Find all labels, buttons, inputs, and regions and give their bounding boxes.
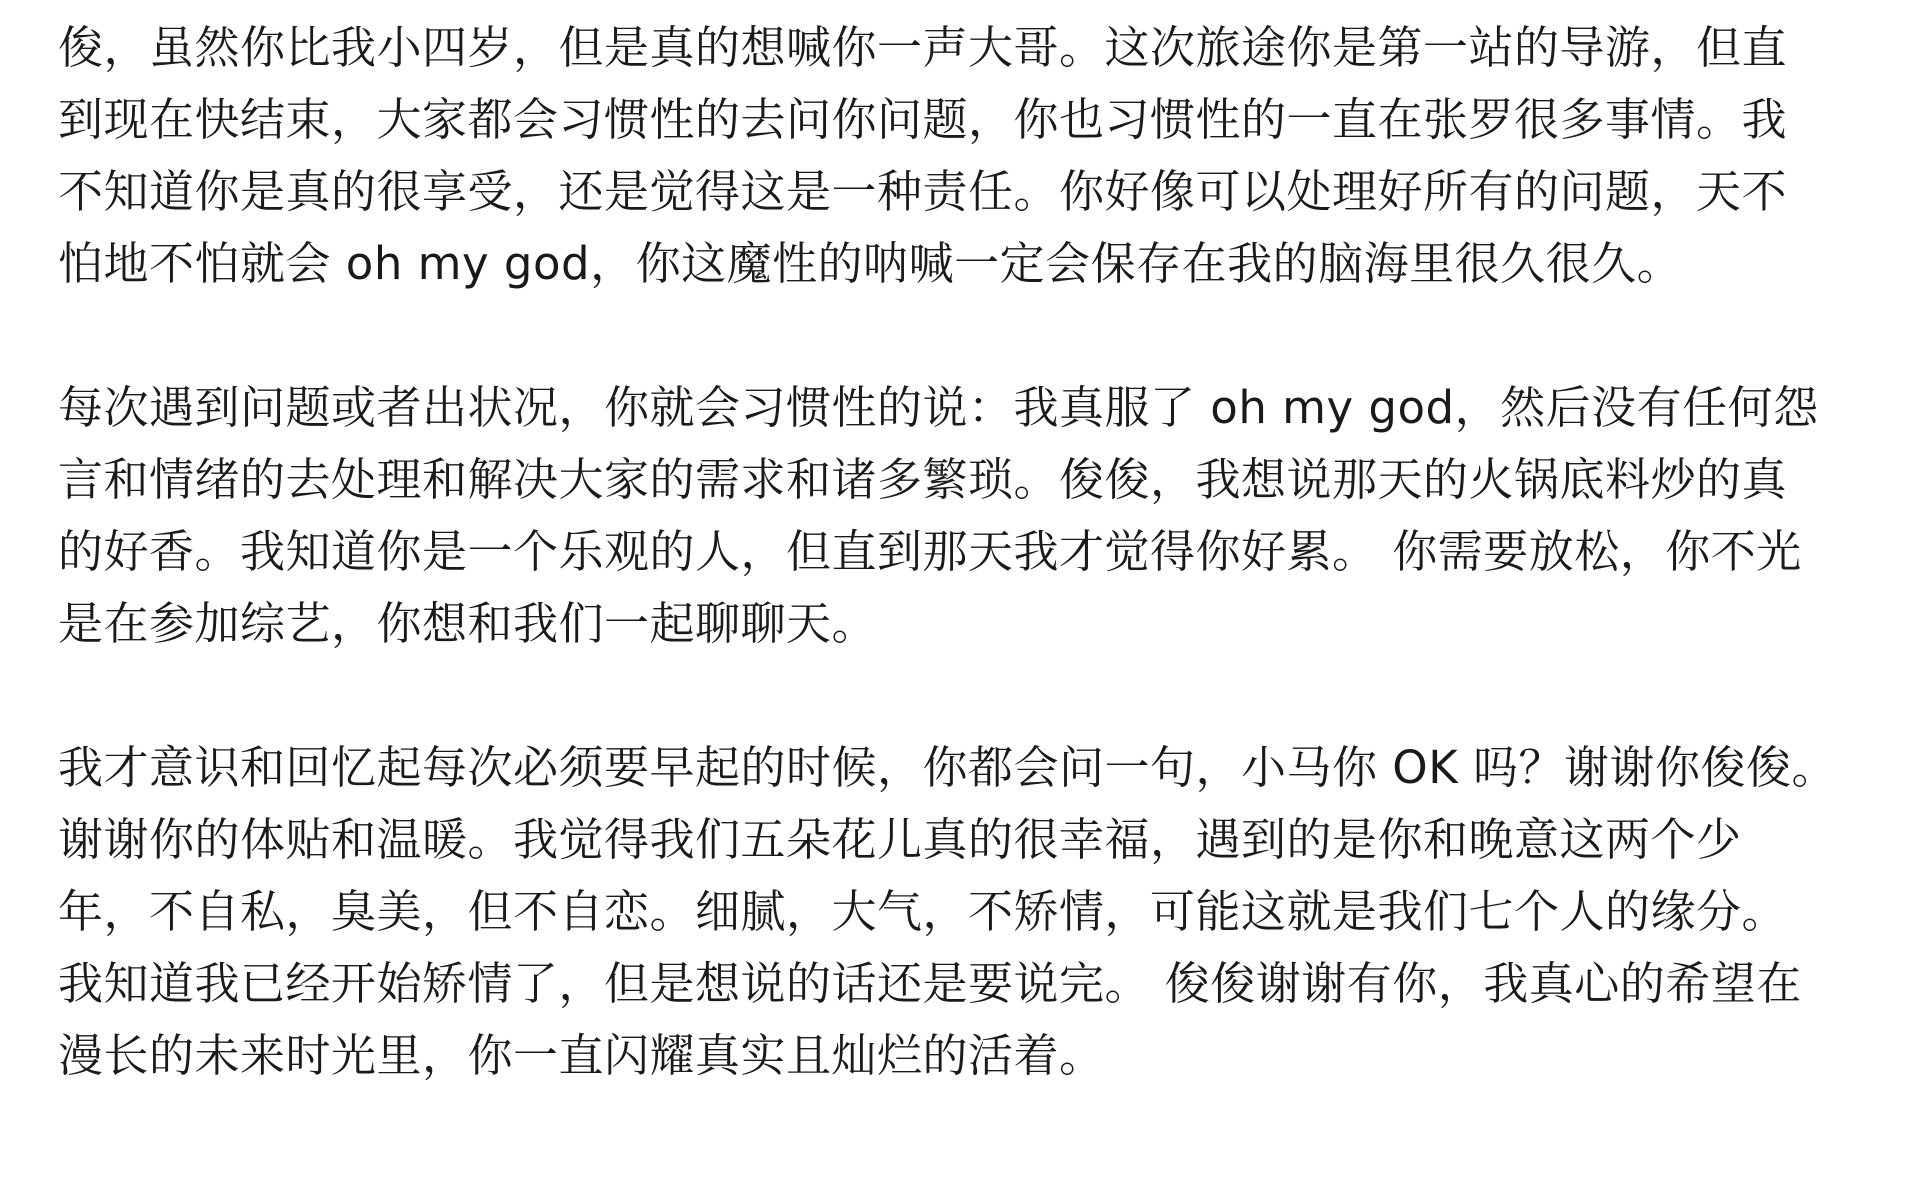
text-line: 我知道我已经开始矫情了，但是想说的话还是要说完。 俊俊谢谢有你，我真心的希望在 <box>58 957 1802 1010</box>
paragraph-2 <box>58 372 1858 660</box>
text-line: 是在参加综艺，你想和我们一起聊聊天。 <box>58 597 878 650</box>
text-line: 年，不自私，臭美，但不自恋。细腻，大气，不矫情，可能这就是我们七个人的缘分。 <box>58 885 1788 938</box>
text-line: 俊，虽然你比我小四岁，但是真的想喊你一声大哥。这次旅途你是第一站的导游，但直 <box>58 21 1788 74</box>
text-line: 到现在快结束，大家都会习惯性的去问你问题，你也习惯性的一直在张罗很多事情。我 <box>58 93 1788 146</box>
text-line: 不知道你是真的很享受，还是觉得这是一种责任。你好像可以处理好所有的问题，天不 <box>58 165 1788 218</box>
text-line: 怕地不怕就会 oh my god，你这魔性的呐喊一定会保存在我的脑海里很久很久。 <box>58 237 1683 290</box>
text-line: 漫长的未来时光里，你一直闪耀真实且灿烂的活着。 <box>58 1029 1105 1082</box>
text-line: 每次遇到问题或者出状况，你就会习惯性的说：我真服了 oh my god，然后没有任何怨 <box>58 381 1819 434</box>
paragraph-3 <box>58 732 1858 1092</box>
text-line: 言和情绪的去处理和解决大家的需求和诸多繁琐。俊俊，我想说那天的火锅底料炒的真 <box>58 453 1788 506</box>
document-body <box>58 12 1858 1164</box>
paragraph-1 <box>58 12 1858 300</box>
text-line: 谢谢你的体贴和温暖。我觉得我们五朵花儿真的很幸福，遇到的是你和晚意这两个少 <box>58 813 1742 866</box>
text-line: 的好香。我知道你是一个乐观的人，但直到那天我才觉得你好累。 你需要放松，你不光 <box>58 525 1802 578</box>
text-line: 我才意识和回忆起每次必须要早起的时候，你都会问一句，小马你 OK 吗？谢谢你俊俊。 <box>58 741 1838 794</box>
